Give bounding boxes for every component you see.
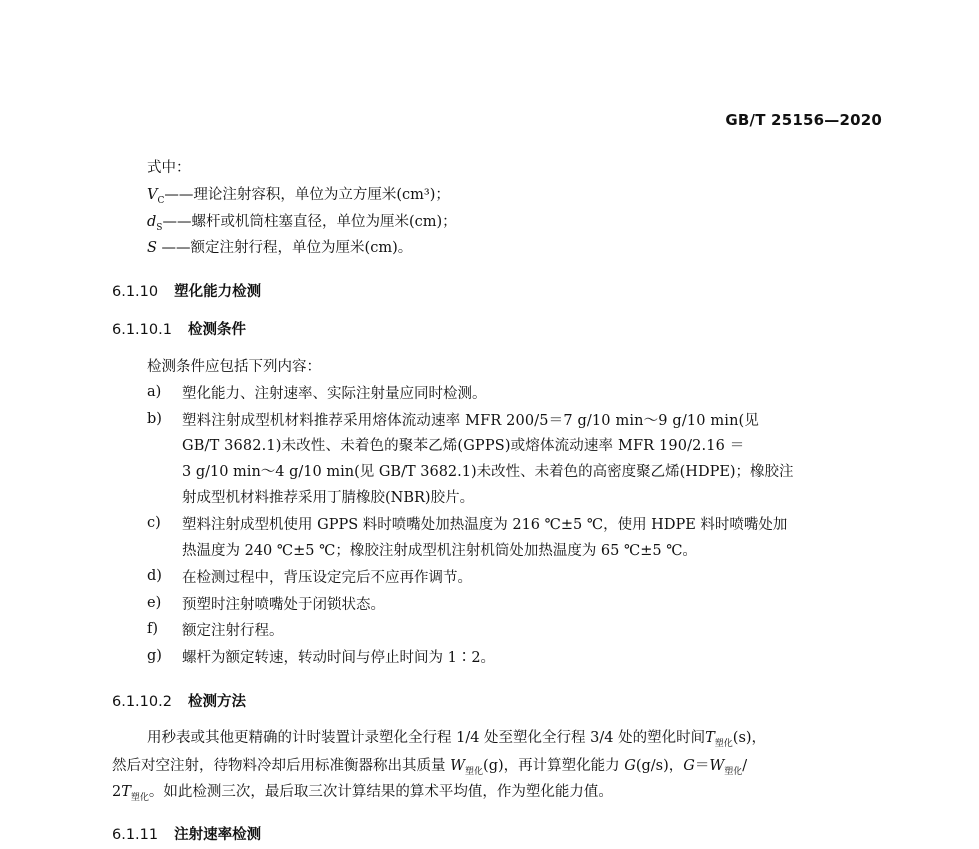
list-item-text: GB/T 3682.1)未改性、未着色的聚苯乙烯(GPPS)或熔体流动速率 MFR 190/2.16 ＝ xyxy=(182,438,745,454)
symbol-t: T xyxy=(121,784,131,800)
list-item-marker: e) xyxy=(147,595,162,611)
legend-symbol: S xyxy=(147,240,157,256)
standard-number: GB/T 25156—2020 xyxy=(725,111,882,129)
list-item-text: 塑料注射成型机材料推荐采用熔体流动速率 MFR 200/5＝7 g/10 min～9 g/10 min(见 xyxy=(182,413,760,429)
text-run: 然后对空注射，待物料冷却后用标准衡器称出其质量 xyxy=(112,758,446,774)
section-number: 6.1.10.2 xyxy=(112,694,172,710)
list-item-marker: f) xyxy=(147,621,159,637)
text-run: / xyxy=(742,758,748,774)
text-run: 2 xyxy=(112,784,122,800)
list-item-text: 额定注射行程。 xyxy=(182,623,284,639)
section-heading-6-1-10-1 xyxy=(112,318,246,339)
section-title: 检测条件 xyxy=(187,322,246,338)
list-item-text: 塑化能力、注射速率、实际注射量应同时检测。 xyxy=(182,386,487,402)
section-title: 塑化能力检测 xyxy=(174,284,262,300)
section-number: 6.1.10 xyxy=(112,284,159,300)
legend-symbol: d xyxy=(147,214,157,230)
text-run: 用秒表或其他更精确的计时装置计录塑化全行程 1/4 处至塑化全行程 3/4 处的塑化时间 xyxy=(147,730,706,746)
list-item-marker: a) xyxy=(147,384,162,400)
section-heading-6-1-11 xyxy=(112,823,261,844)
method-paragraph-line-3 xyxy=(112,782,613,808)
legend-row-vc xyxy=(147,185,450,211)
list-item-text: 预塑时注射喷嘴处于闭锁状态。 xyxy=(182,597,385,613)
list-item-text: 塑料注射成型机使用 GPPS 料时喷嘴处加热温度为 216 ℃±5 ℃，使用 HDPE 料时喷嘴处加 xyxy=(182,517,788,533)
legend-row-ds xyxy=(147,212,457,238)
text-run: ＝ xyxy=(694,758,710,774)
symbol-g: G xyxy=(683,758,695,774)
text-run: (g)，再计算塑化能力 xyxy=(483,758,620,774)
legend-row-s xyxy=(147,238,412,258)
conditions-intro: 检测条件应包括下列内容： xyxy=(147,359,321,375)
section-title: 注射速率检测 xyxy=(174,827,262,843)
legend-subscript: S xyxy=(156,222,163,233)
text-run: (g/s)， xyxy=(635,758,684,774)
list-item-marker: d) xyxy=(147,568,162,584)
legend-text: ——螺杆或机筒柱塞直径，单位为厘米(cm)； xyxy=(162,214,457,230)
list-item-marker: b) xyxy=(147,411,162,427)
subscript: 塑化 xyxy=(724,766,743,777)
list-item-text: 射成型机材料推荐采用丁腈橡胶(NBR)胶片。 xyxy=(182,490,475,506)
list-item-text: 螺杆为额定转速，转动时间与停止时间为 1∶2。 xyxy=(182,650,496,666)
list-item-text: 热温度为 240 ℃±5 ℃；橡胶注射成型机注射机筒处加热温度为 65 ℃±5 ℃。 xyxy=(182,543,697,559)
subscript: 塑化 xyxy=(465,766,484,777)
section-number: 6.1.11 xyxy=(112,827,159,843)
symbol-g: G xyxy=(624,758,636,774)
method-paragraph-line-2 xyxy=(112,756,747,782)
symbol-t: T xyxy=(705,730,715,746)
section-heading-6-1-10-2 xyxy=(112,690,246,711)
subscript: 塑化 xyxy=(714,738,733,749)
subscript: 塑化 xyxy=(130,792,149,803)
list-item-marker: g) xyxy=(147,648,162,664)
list-item-marker: c) xyxy=(147,515,161,531)
legend-text: ——理论注射容积，单位为立方厘米(cm³)； xyxy=(164,187,450,203)
text-run: (s)， xyxy=(732,730,767,746)
symbol-w: W xyxy=(450,758,466,774)
list-item-text: 在检测过程中，背压设定完后不应再作调节。 xyxy=(182,570,472,586)
section-title: 检测方法 xyxy=(187,694,246,710)
method-paragraph-line-1 xyxy=(147,728,766,754)
section-number: 6.1.10.1 xyxy=(112,322,172,338)
symbol-w: W xyxy=(709,758,725,774)
text-run: 。如此检测三次，最后取三次计算结果的算术平均值，作为塑化能力值。 xyxy=(148,784,613,800)
formula-legend-intro: 式中： xyxy=(147,160,191,176)
legend-symbol: V xyxy=(147,187,158,203)
list-item-text: 3 g/10 min～4 g/10 min(见 GB/T 3682.1)未改性、未着色的高密度聚乙烯(HDPE)；橡胶注 xyxy=(182,464,794,480)
legend-subscript: C xyxy=(157,195,165,206)
legend-text: ——额定注射行程，单位为厘米(cm)。 xyxy=(156,240,413,256)
section-heading-6-1-10 xyxy=(112,280,261,301)
